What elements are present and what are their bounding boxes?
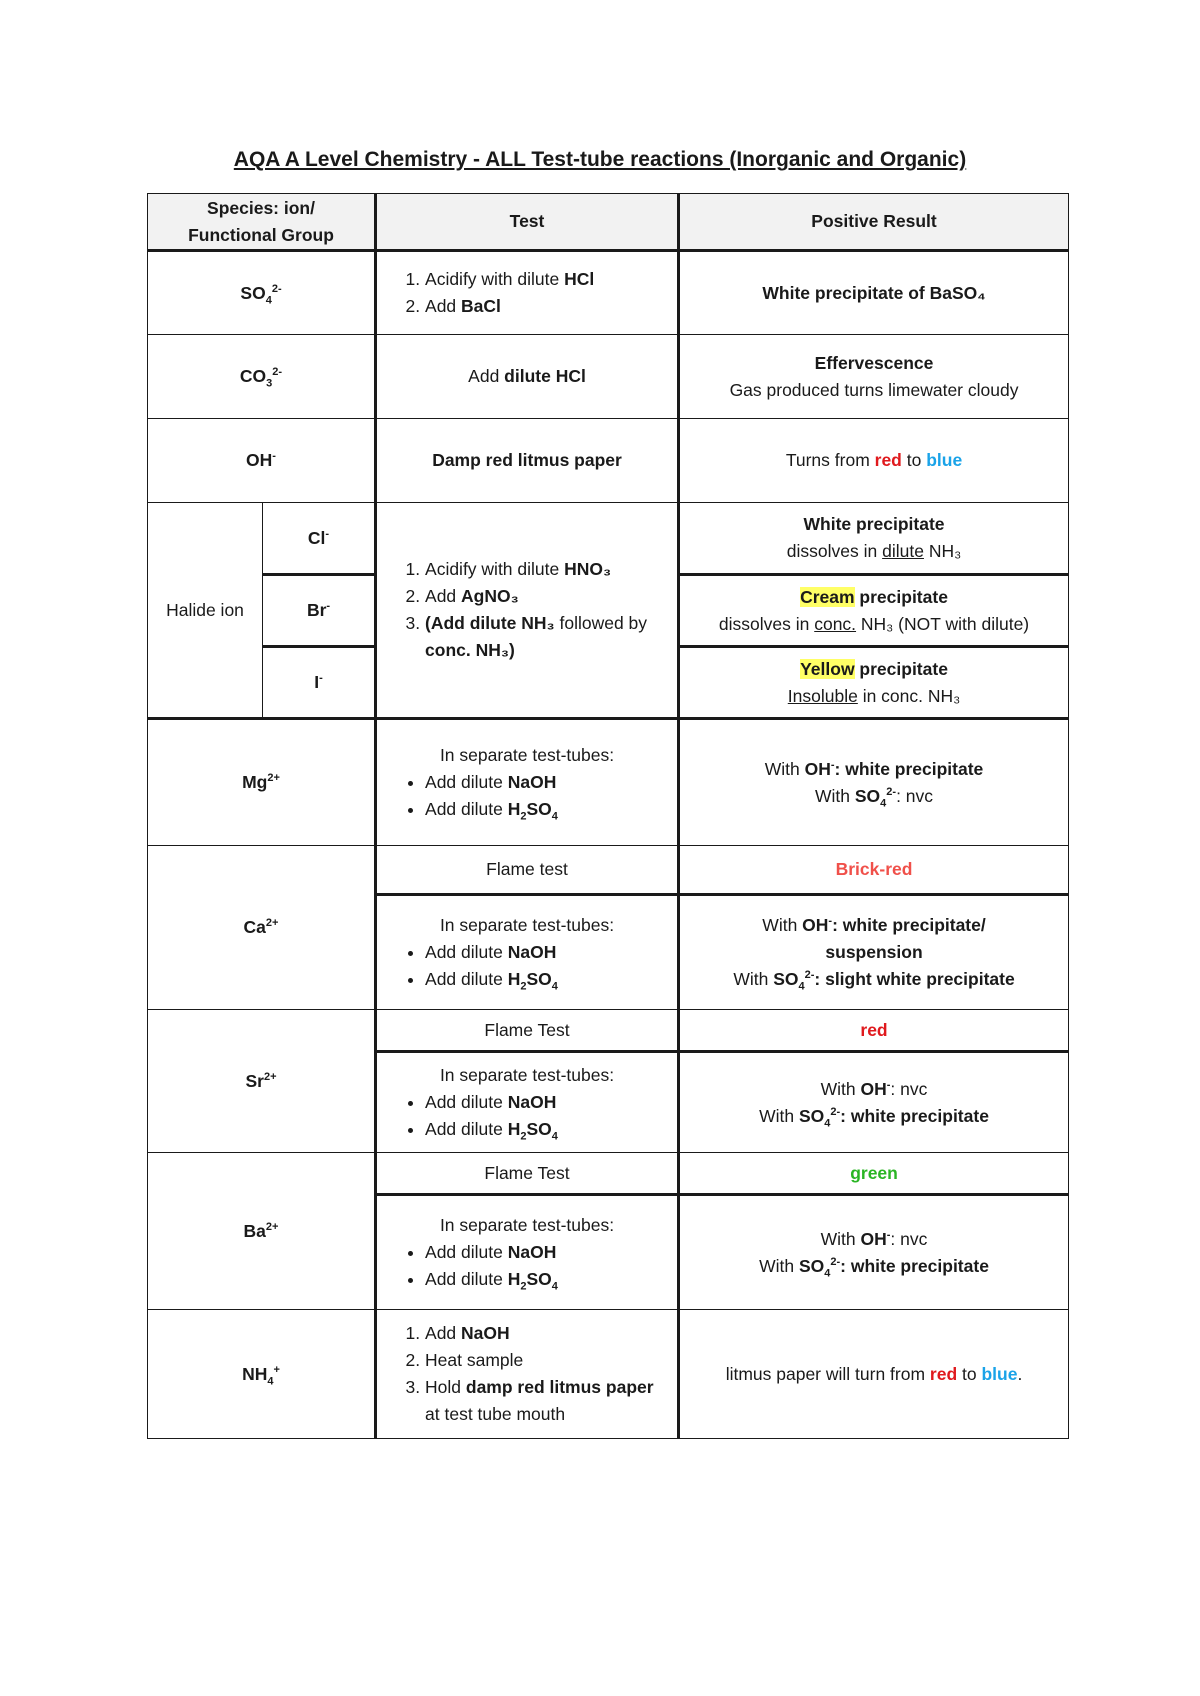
result-sulfate: White precipitate of BaSO₄ bbox=[679, 251, 1069, 335]
species-iodide: I- bbox=[263, 647, 376, 719]
species-ammonium: $NH_4^+$ bbox=[148, 1310, 376, 1439]
result-barium: With OH-: nvc With $SO_4^{2-}$: white precipitate bbox=[679, 1195, 1069, 1310]
table-row bbox=[148, 419, 1069, 503]
header-species-line2: Functional Group bbox=[188, 224, 334, 245]
result-iodide: Yellow precipitate Insoluble in conc. NH₃ bbox=[679, 647, 1069, 719]
test-ammonium: 1. Add NaOH 2. Heat sample 3. Hold damp red litmus paper at test tube mouth bbox=[376, 1310, 679, 1439]
test-barium-flame: Flame Test bbox=[376, 1153, 679, 1195]
table-row bbox=[148, 719, 1069, 846]
test-barium: In separate test-tubes: • Add dilute NaOH • Add dilute $H_2SO_4$ bbox=[376, 1195, 679, 1310]
result-barium-flame: green bbox=[679, 1153, 1069, 1195]
result-carbonate: Effervescence Gas produced turns limewater cloudy bbox=[679, 335, 1069, 419]
table-row bbox=[148, 846, 1069, 895]
species-barium: $Ba^{2+}$ bbox=[148, 1153, 376, 1310]
test-strontium: In separate test-tubes: • Add dilute NaOH • Add dilute $H_2SO_4$ bbox=[376, 1052, 679, 1153]
test-halide: 1. Acidify with dilute HNO₃ 2. Add AgNO₃ 3. (Add dilute NH₃ followed by conc. NH₃) bbox=[376, 503, 679, 719]
table-row bbox=[148, 1153, 1069, 1195]
test-calcium: In separate test-tubes: • Add dilute NaOH • Add dilute $H_2SO_4$ bbox=[376, 895, 679, 1010]
result-strontium: With OH-: nvc With $SO_4^{2-}$: white precipitate bbox=[679, 1052, 1069, 1153]
species-magnesium: $Mg^{2+}$ bbox=[148, 719, 376, 846]
test-hydroxide: Damp red litmus paper bbox=[376, 419, 679, 503]
result-ammonium: litmus paper will turn from red to blue. bbox=[679, 1310, 1069, 1439]
species-sulfate: $SO_4^{2-}$ bbox=[148, 251, 376, 335]
species-carbonate: $CO_3^{2-}$ bbox=[148, 335, 376, 419]
result-chloride: White precipitate dissolves in dilute NH₃ bbox=[679, 503, 1069, 575]
result-magnesium: With OH-: white precipitate With $SO_4^{2-}$: nvc bbox=[679, 719, 1069, 846]
test-strontium-flame: Flame Test bbox=[376, 1010, 679, 1052]
species-chloride: Cl- bbox=[263, 503, 376, 575]
header-row bbox=[148, 194, 1069, 251]
table-row bbox=[148, 503, 1069, 575]
species-strontium: $Sr^{2+}$ bbox=[148, 1010, 376, 1153]
page-title: AQA A Level Chemistry - ALL Test-tube reactions (Inorganic and Organic) bbox=[233, 148, 967, 171]
result-calcium-flame: Brick-red bbox=[679, 846, 1069, 895]
species-hydroxide: OH- bbox=[148, 419, 376, 503]
table-row bbox=[148, 335, 1069, 419]
test-magnesium: In separate test-tubes: • Add dilute NaOH • Add dilute $H_2SO_4$ bbox=[376, 719, 679, 846]
test-sulfate: 1. Acidify with dilute HCl 2. Add BaCl bbox=[376, 251, 679, 335]
result-bromide: Cream precipitate dissolves in conc. NH₃ (NOT with dilute) bbox=[679, 575, 1069, 647]
header-species bbox=[148, 194, 376, 251]
header-result: Positive Result bbox=[679, 194, 1069, 251]
test-calcium-flame: Flame test bbox=[376, 846, 679, 895]
table-row bbox=[148, 1310, 1069, 1439]
table-row bbox=[148, 1010, 1069, 1052]
result-calcium: With OH-: white precipitate/ suspension With $SO_4^{2-}$: slight white precipitate bbox=[679, 895, 1069, 1010]
header-test: Test bbox=[376, 194, 679, 251]
species-bromide: Br- bbox=[263, 575, 376, 647]
species-halide: Halide ion bbox=[148, 503, 263, 719]
reactions-table bbox=[147, 193, 1069, 1439]
result-hydroxide: Turns from red to blue bbox=[679, 419, 1069, 503]
result-strontium-flame: red bbox=[679, 1010, 1069, 1052]
table-row bbox=[148, 251, 1069, 335]
header-species-line1: Species: ion/ bbox=[207, 197, 315, 218]
test-carbonate: Add dilute HCl bbox=[376, 335, 679, 419]
species-calcium: $Ca^{2+}$ bbox=[148, 846, 376, 1010]
